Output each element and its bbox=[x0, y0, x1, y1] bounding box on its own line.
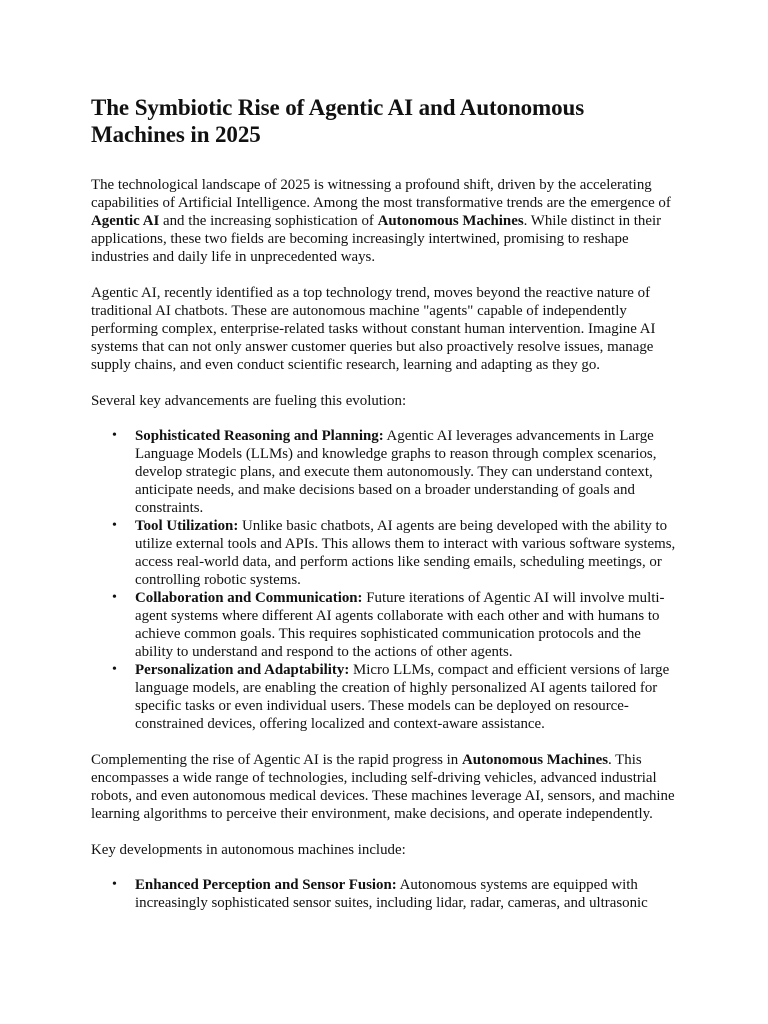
list-item bbox=[91, 876, 681, 912]
agentic-ai-paragraph: Agentic AI, recently identified as a top technology trend, moves beyond the reactive nature of traditional AI chatbots. These are autonomous machine "agents" capable of independently performing complex, enterprise-related tasks without constant human intervention. Imagine AI systems that can not only answer customer queries but also proactively resolve issues, manage supply chains, and even conduct scientific research, learning and adapting as they go. bbox=[91, 285, 656, 373]
intro-bold-autonomous-machines: Autonomous Machines bbox=[377, 213, 524, 229]
list-item-heading: Enhanced Perception and Sensor Fusion: bbox=[135, 877, 397, 893]
autonomous-text-1: Complementing the rise of Agentic AI is the rapid progress in bbox=[91, 752, 462, 768]
document-page bbox=[91, 94, 681, 912]
list-item-heading: Collaboration and Communication: bbox=[135, 590, 363, 606]
list-item bbox=[91, 589, 681, 661]
developments-list bbox=[91, 876, 681, 912]
autonomous-bold: Autonomous Machines bbox=[461, 752, 608, 768]
list-item-text: Unlike basic chatbots, AI agents are being developed with the ability to utilize external tools and APIs. This allows them to interact with various software systems, access real-world data, and perform actions like sending emails, scheduling meetings, or controlling robotic systems. bbox=[135, 518, 676, 588]
advancements-list bbox=[91, 427, 681, 733]
bullet-icon: • bbox=[112, 877, 117, 892]
advancements-lead: Several key advancements are fueling this evolution: bbox=[91, 393, 407, 409]
list-item-text: Micro LLMs, compact and efficient versions of large language models, are enabling the creation of highly personalized AI agents tailored for specific tasks or even individual users. These models can be deployed on resource-constrained devices, offering localized and context-aware assistance. bbox=[135, 662, 670, 732]
bullet-icon: • bbox=[112, 428, 117, 443]
list-item bbox=[91, 661, 681, 733]
page-title: The Symbiotic Rise of Agentic AI and Autonomous Machines in 2025 bbox=[91, 95, 585, 147]
list-item bbox=[91, 517, 681, 589]
intro-bold-agentic-ai: Agentic AI bbox=[91, 213, 160, 229]
list-item bbox=[91, 427, 681, 517]
autonomous-text-2: . This encompasses a wide range of technologies, including self-driving vehicles, advanced industrial robots, and even autonomous medical devices. These machines leverage AI, sensors, and machine learning algorithms to perceive their environment, make decisions, and operate independently. bbox=[91, 752, 675, 822]
developments-lead: Key developments in autonomous machines include: bbox=[91, 842, 406, 858]
list-item-text: Future iterations of Agentic AI will involve multi-agent systems where different AI agents collaborate with each other and with humans to achieve common goals. This requires sophisticated communication protocols and the ability to understand and respond to the actions of other agents. bbox=[135, 590, 665, 660]
bullet-icon: • bbox=[112, 662, 117, 677]
intro-paragraph bbox=[91, 176, 681, 266]
intro-text-2: and the increasing sophistication of bbox=[159, 213, 378, 229]
list-item-heading: Tool Utilization: bbox=[135, 518, 239, 534]
list-item-heading: Personalization and Adaptability: bbox=[135, 662, 350, 678]
bullet-icon: • bbox=[112, 518, 117, 533]
autonomous-machines-paragraph bbox=[91, 751, 681, 823]
list-item-text: Agentic AI leverages advancements in Large Language Models (LLMs) and knowledge graphs to reason through complex scenarios, develop strategic plans, and execute them autonomously. They can understand context, anticipate needs, and make decisions based on a broader understanding of goals and constraints. bbox=[135, 428, 657, 516]
bullet-icon: • bbox=[112, 590, 117, 605]
intro-text-1: The technological landscape of 2025 is witnessing a profound shift, driven by the accelerating capabilities of Artificial Intelligence. Among the most transformative trends are the emergence of bbox=[91, 177, 671, 211]
list-item-heading: Sophisticated Reasoning and Planning: bbox=[135, 428, 384, 444]
list-item-text: Autonomous systems are equipped with increasingly sophisticated sensor suites, including lidar, radar, cameras, and ultrasonic bbox=[135, 877, 648, 911]
intro-text-3: . While distinct in their applications, these two fields are becoming increasingly intertwined, promising to reshape industries and daily life in unprecedented ways. bbox=[91, 213, 662, 265]
